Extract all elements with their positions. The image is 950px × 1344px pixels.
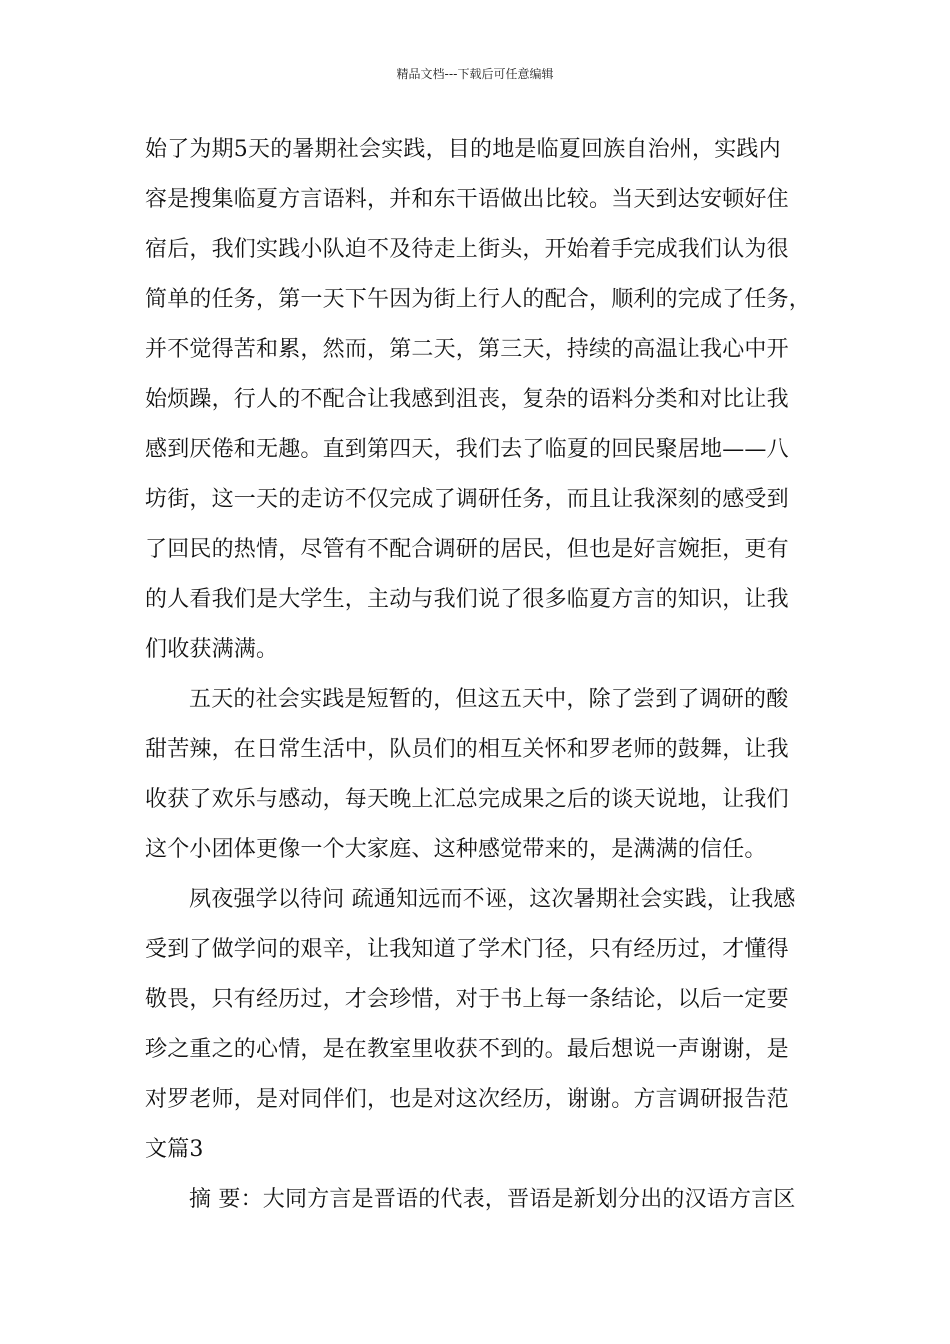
paragraph-line: 受到了做学问的艰辛，让我知道了学术门径，只有经历过，才懂得 [145,937,789,962]
paragraph-line: 夙夜强学以待问 疏通知远而不诬，这次暑期社会实践，让我感 [189,887,796,912]
paragraph-line: 容是搜集临夏方言语料，并和东干语做出比较。当天到达安顿好住 [145,187,789,212]
page-header: 精品文档---下载后可任意编辑 [396,67,554,81]
paragraph-line: 感到厌倦和无趣。直到第四天，我们去了临夏的回民聚居地——八 [145,437,789,462]
paragraph-line: 的人看我们是大学生，主动与我们说了很多临夏方言的知识，让我 [145,587,789,612]
paragraph-line: 坊街，这一天的走访不仅完成了调研任务，而且让我深刻的感受到 [145,487,789,512]
paragraph-line: 始烦躁，行人的不配合让我感到沮丧，复杂的语料分类和对比让我 [145,387,789,412]
paragraph-line: 对罗老师，是对同伴们，也是对这次经历，谢谢。方言调研报告范 [145,1087,789,1112]
paragraph-line: 珍之重之的心情，是在教室里收获不到的。最后想说一声谢谢，是 [145,1037,789,1062]
paragraph-line: 宿后，我们实践小队迫不及待走上街头，开始着手完成我们认为很 [145,237,789,262]
paragraph-line: 们收获满满。 [145,637,279,662]
paragraph-line: 始了为期5天的暑期社会实践，目的地是临夏回族自治州，实践内 [145,137,781,162]
paragraph-line: 了回民的热情，尽管有不配合调研的居民，但也是好言婉拒，更有 [145,537,789,562]
paragraph-line: 文篇3 [145,1137,204,1162]
paragraph-line: 简单的任务，第一天下午因为街上行人的配合，顺利的完成了任务， [145,287,812,312]
paragraph-line: 收获了欢乐与感动，每天晚上汇总完成果之后的谈天说地，让我们 [145,787,789,812]
abstract-line: 摘 要：大同方言是晋语的代表，晋语是新划分出的汉语方言区 [189,1187,796,1212]
paragraph-line: 敬畏，只有经历过，才会珍惜，对于书上每一条结论，以后一定要 [145,987,789,1012]
paragraph-line: 五天的社会实践是短暂的，但这五天中，除了尝到了调研的酸 [189,687,789,712]
paragraph-line: 并不觉得苦和累，然而，第二天，第三天，持续的高温让我心中开 [145,337,789,362]
paragraph-line: 甜苦辣，在日常生活中，队员们的相互关怀和罗老师的鼓舞，让我 [145,737,789,762]
paragraph-line: 这个小团体更像一个大家庭、这种感觉带来的，是满满的信任。 [145,837,767,862]
